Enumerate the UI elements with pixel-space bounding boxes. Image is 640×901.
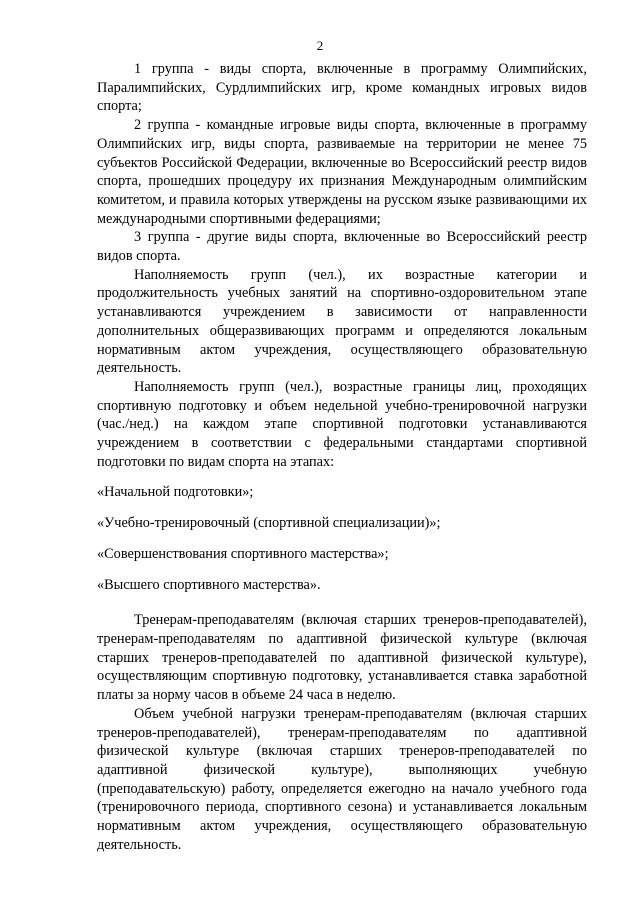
stage-item: «Высшего спортивного мастерства».	[97, 576, 321, 593]
paragraph-health-stage: Наполняемость групп (чел.), их возрастные категории и продолжительность учебных занятий на спортивно-оздоровительном этапе устанавливаются учреждением в зависимости от направленности дополнительных общеразвивающих программ и определяются локальным нормативным актом учреждения, осуществляющего образовательную деятельность.	[97, 266, 587, 377]
paragraph-sport-training: Наполняемость групп (чел.), возрастные границы лиц, проходящих спортивную подготовку и объем недельной учебно-тренировочной нагрузки (час./нед.) на каждом этапе спортивной подготовки устанавливаются учреждением в соответствии с федеральными стандартами спортивной подготовки по видам спорта на этапах:	[97, 378, 587, 470]
document-body	[97, 60, 587, 854]
paragraph-workload: Объем учебной нагрузки тренерам-преподавателям (включая старших тренеров-преподавателей), тренерам-преподавателям по адаптивной физической культуре (включая старших тренеров-преподавателей по адаптивной физической культуре), выполняющих учебную (преподавательскую) работу, определяется ежегодно на начало учебного года (тренировочного периода, спортивного сезона) и устанавливается локальным нормативным актом учреждения, осуществляющего образовательную деятельность.	[97, 705, 587, 853]
stage-item: «Совершенствования спортивного мастерства»;	[97, 545, 389, 562]
page-number: 2	[316, 38, 324, 53]
paragraph-coach-rate: Тренерам-преподавателям (включая старших тренеров-преподавателей), тренерам-преподавателям по адаптивной физической культуре (включая старших тренеров-преподавателей по адаптивной физической культуре), осуществляющим спортивную подготовку, устанавливается ставка заработной платы за норму часов в объеме 24 часа в неделю.	[97, 612, 587, 704]
paragraph-group-1: 1 группа - виды спорта, включенные в программу Олимпийских, Паралимпийских, Сурдлимпийских игр, кроме командных игровых видов спорта;	[97, 61, 587, 115]
paragraph-group-2: 2 группа - командные игровые виды спорта, включенные в программу Олимпийских игр, виды спорта, развиваемые на территории не менее 75 субъектов Российской Федерации, включенные во Всероссийский реестр видов спорта, прошедших процедуру их признания Международным олимпийским комитетом, и правила которых утверждены на русском языке развивающими их международными спортивными федерациями;	[97, 117, 587, 227]
stage-item: «Учебно-тренировочный (спортивной специализации)»;	[97, 515, 441, 532]
stage-item: «Начальной подготовки»;	[97, 484, 254, 501]
paragraph-group-3: 3 группа - другие виды спорта, включенные во Всероссийский реестр видов спорта.	[97, 229, 587, 265]
